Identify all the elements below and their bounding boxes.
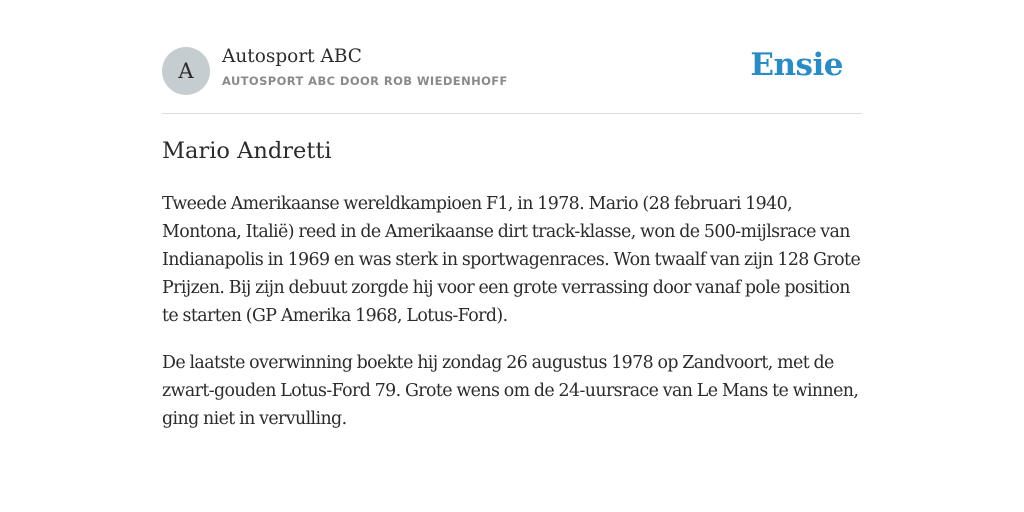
source-name[interactable]: Autosport ABC	[222, 46, 362, 67]
ensie-logo[interactable]: Ensie	[750, 47, 843, 83]
source-header	[162, 0, 862, 114]
paragraph: De laatste overwinning boekte hij zondag 26 augustus 1978 op Zandvoort, met de zwart-gouden Lotus-Ford 79. Grote wens om de 24-uursrace van Le Mans te winnen, ging niet in vervulling.	[162, 353, 859, 429]
definition-card	[162, 0, 862, 429]
paragraph: Tweede Amerikaanse wereldkampioen F1, in 1978. Mario (28 februari 1940, Montona, Italië) reed in de Amerikaanse dirt track-klasse, won de 500-mijlsrace van Indianapolis in 1969 en was sterk in sportwagenraces. Won twaalf van zijn 128 Grote Prijzen. Bij zijn debuut zorgde hij voor een grote verrassing door vanaf pole position te starten (GP Amerika 1968, Lotus-Ford).	[162, 194, 861, 326]
source-subtitle: AUTOSPORT ABC DOOR ROB WIEDENHOFF	[222, 74, 508, 88]
page-title: Mario Andretti	[162, 138, 332, 164]
avatar: A	[162, 47, 210, 95]
article-body	[162, 190, 862, 452]
